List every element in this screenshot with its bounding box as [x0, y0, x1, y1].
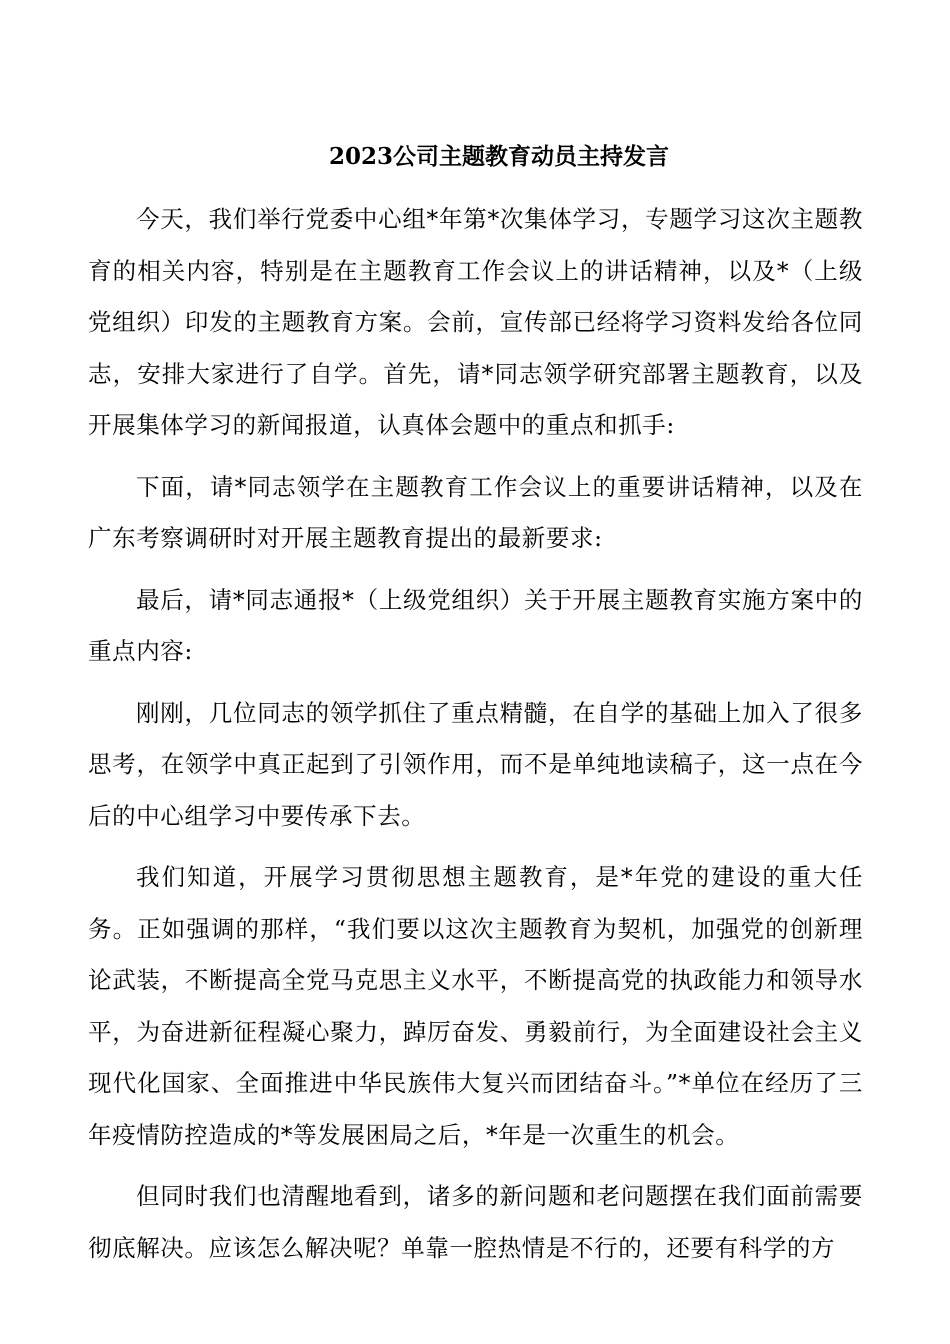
paragraph-6: 但同时我们也清醒地看到，诸多的新问题和老问题摆在我们面前需要彻底解决。应该怎么解决呢？单靠一腔热情是不行的，还要有科学的方 [88, 1182, 863, 1262]
paragraph-4: 刚刚，几位同志的领学抓住了重点精髓，在自学的基础上加入了很多思考，在领学中真正起到了引领作用，而不是单纯地读稿子，这一点在今后的中心组学习中要传承下去。 [88, 698, 863, 830]
document-body [88, 194, 863, 1284]
paragraph-5: 我们知道，开展学习贯彻思想主题教育，是*年党的建设的重大任务。正如强调的那样，“我们要以这次主题教育为契机，加强党的创新理论武装，不断提高全党马克思主义水平，不断提高党的执政能力和领导水平，为奋进新征程凝心聚力，踔厉奋发、勇毅前行，为全面建设社会主义现代化国家、全面推进中华民族伟大复兴而团结奋斗。”*单位在经历了三年疫情防控造成的*等发展困局之后，*年是一次重生的机会。 [88, 863, 863, 1149]
paragraph-1: 今天，我们举行党委中心组*年第*次集体学习，专题学习这次主题教育的相关内容，特别是在主题教育工作会议上的讲话精神，以及*（上级党组织）印发的主题教育方案。会前，宣传部已经将学习资料发给各位同志，安排大家进行了自学。首先，请*同志领学研究部署主题教育，以及开展集体学习的新闻报道，认真体会题中的重点和抓手: [88, 205, 863, 439]
document-title: 2023公司主题教育动员主持发言 [328, 143, 669, 170]
paragraph-2: 下面，请*同志领学在主题教育工作会议上的重要讲话精神，以及在广东考察调研时对开展主题教育提出的最新要求: [88, 472, 863, 552]
paragraph-3: 最后，请*同志通报*（上级党组织）关于开展主题教育实施方案中的重点内容: [88, 585, 863, 665]
